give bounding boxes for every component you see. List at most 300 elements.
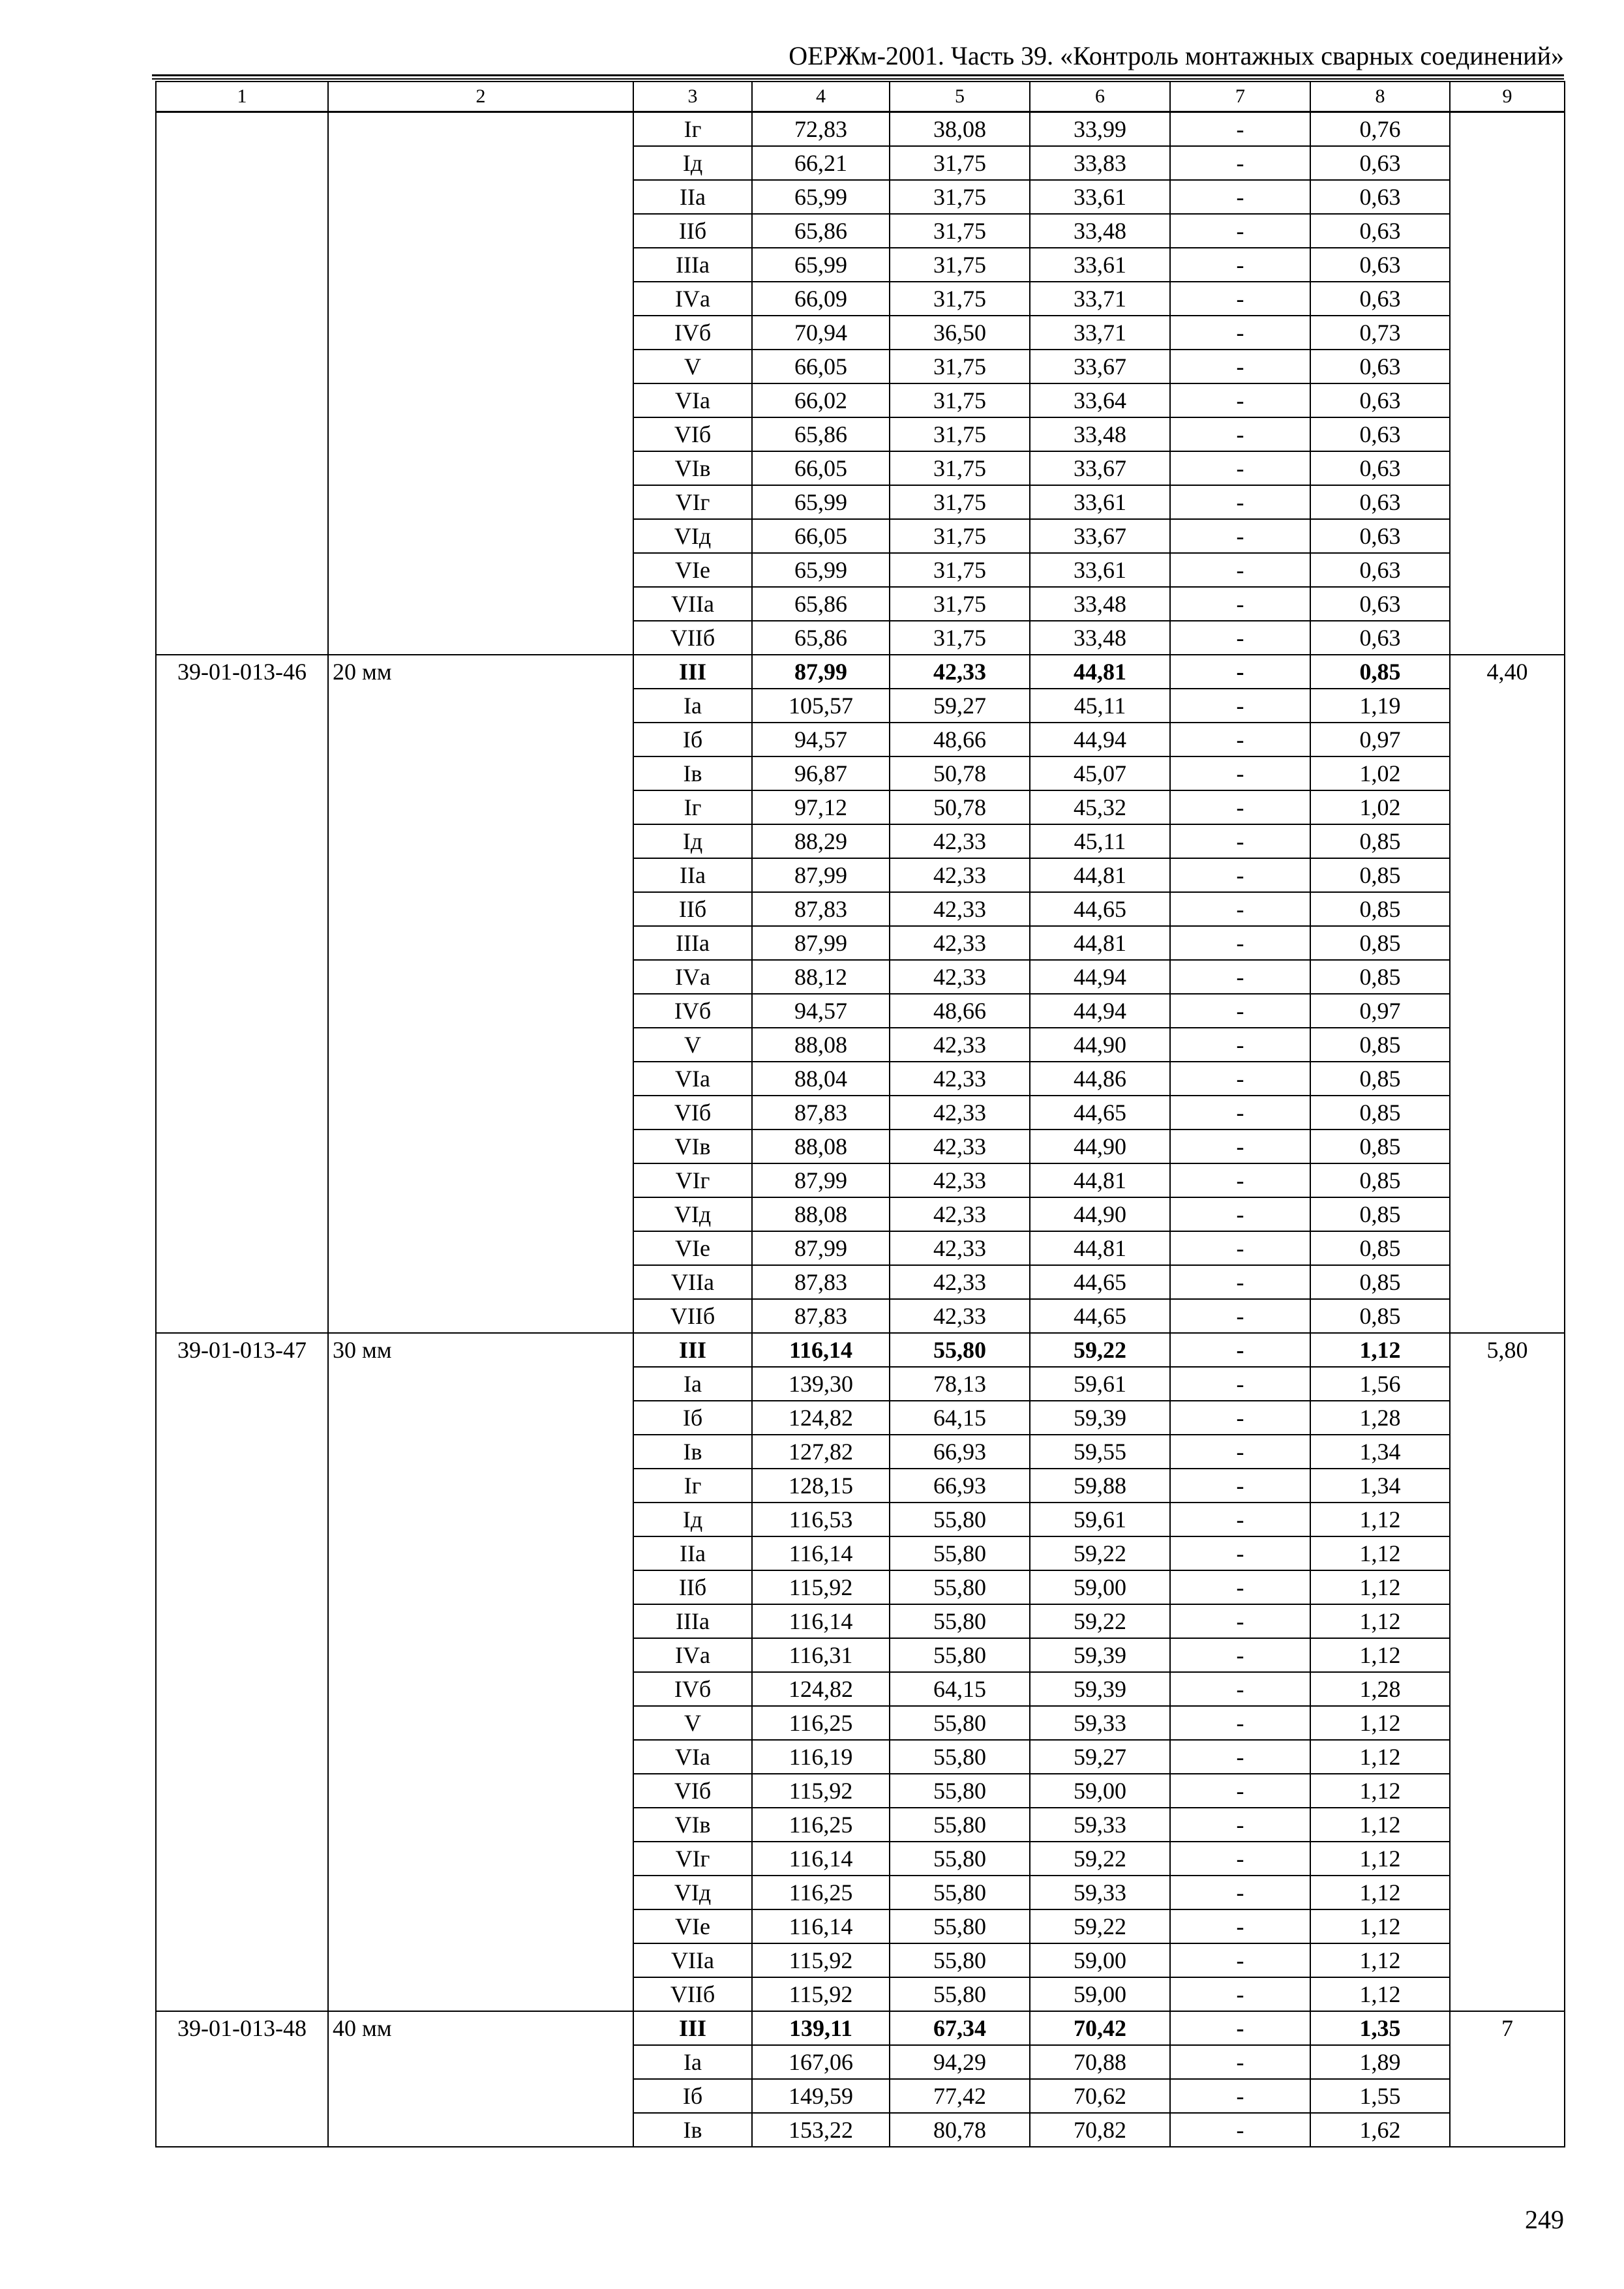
data-cell: VIв xyxy=(633,1130,752,1163)
data-cell: Iа xyxy=(633,689,752,723)
data-cell: 139,11 xyxy=(752,2011,890,2045)
rate-code: 39-01-013-46 xyxy=(156,655,328,1333)
data-cell: - xyxy=(1170,1163,1310,1197)
data-cell: 55,80 xyxy=(890,1808,1030,1842)
data-cell: Iб xyxy=(633,723,752,756)
data-cell: V xyxy=(633,1706,752,1740)
data-cell: 1,28 xyxy=(1310,1401,1450,1435)
data-cell: - xyxy=(1170,1977,1310,2011)
data-cell: 1,02 xyxy=(1310,756,1450,790)
data-cell: 1,12 xyxy=(1310,1740,1450,1774)
data-cell: 0,63 xyxy=(1310,248,1450,282)
data-cell: 87,83 xyxy=(752,1265,890,1299)
data-cell: 116,14 xyxy=(752,1604,890,1638)
data-cell: - xyxy=(1170,858,1310,892)
data-cell: VIв xyxy=(633,1808,752,1842)
data-cell: 65,99 xyxy=(752,485,890,519)
data-cell: 66,09 xyxy=(752,282,890,316)
table-row xyxy=(156,655,1565,689)
data-cell: 44,81 xyxy=(1030,858,1170,892)
data-cell: - xyxy=(1170,1367,1310,1401)
data-cell: 59,61 xyxy=(1030,1503,1170,1536)
data-cell: 33,83 xyxy=(1030,146,1170,180)
data-cell: 42,33 xyxy=(890,1265,1030,1299)
data-cell: 42,33 xyxy=(890,1028,1030,1062)
data-cell: 33,67 xyxy=(1030,350,1170,383)
data-cell: Iв xyxy=(633,756,752,790)
data-cell: 70,88 xyxy=(1030,2045,1170,2079)
data-cell: 0,73 xyxy=(1310,316,1450,350)
data-cell: - xyxy=(1170,723,1310,756)
data-cell: 66,05 xyxy=(752,519,890,553)
data-cell: III xyxy=(633,1333,752,1367)
data-cell: 44,81 xyxy=(1030,1231,1170,1265)
data-cell: 55,80 xyxy=(890,1638,1030,1672)
data-cell: 31,75 xyxy=(890,282,1030,316)
data-cell: 55,80 xyxy=(890,1876,1030,1909)
data-cell: 116,25 xyxy=(752,1876,890,1909)
data-cell: 1,89 xyxy=(1310,2045,1450,2079)
data-cell: VIIа xyxy=(633,1265,752,1299)
data-cell: VIе xyxy=(633,1909,752,1943)
column-number: 7 xyxy=(1170,82,1310,112)
data-cell: 1,12 xyxy=(1310,1876,1450,1909)
data-cell: - xyxy=(1170,892,1310,926)
data-cell: 1,62 xyxy=(1310,2113,1450,2147)
data-cell: 36,50 xyxy=(890,316,1030,350)
data-cell: 0,85 xyxy=(1310,960,1450,994)
data-cell: 0,85 xyxy=(1310,858,1450,892)
data-cell: 42,33 xyxy=(890,892,1030,926)
data-cell: 66,02 xyxy=(752,383,890,417)
data-cell: 59,33 xyxy=(1030,1706,1170,1740)
data-cell: 78,13 xyxy=(890,1367,1030,1401)
data-cell: 105,57 xyxy=(752,689,890,723)
data-cell: 115,92 xyxy=(752,1943,890,1977)
data-cell: 59,00 xyxy=(1030,1977,1170,2011)
data-cell: 115,92 xyxy=(752,1774,890,1808)
data-cell: 59,61 xyxy=(1030,1367,1170,1401)
size-cell xyxy=(328,112,633,655)
data-cell: - xyxy=(1170,1503,1310,1536)
data-cell: - xyxy=(1170,1672,1310,1706)
data-cell: - xyxy=(1170,2045,1310,2079)
column-number: 9 xyxy=(1450,82,1565,112)
data-cell: 115,92 xyxy=(752,1977,890,2011)
data-cell: 1,56 xyxy=(1310,1367,1450,1401)
data-cell: 128,15 xyxy=(752,1469,890,1503)
data-cell: IIа xyxy=(633,858,752,892)
data-cell: 0,85 xyxy=(1310,892,1450,926)
data-cell: VIIа xyxy=(633,1943,752,1977)
data-cell: 59,55 xyxy=(1030,1435,1170,1469)
data-cell: - xyxy=(1170,553,1310,587)
data-cell: 59,27 xyxy=(1030,1740,1170,1774)
data-cell: 31,75 xyxy=(890,383,1030,417)
data-cell: 80,78 xyxy=(890,2113,1030,2147)
data-cell: 44,94 xyxy=(1030,723,1170,756)
data-cell: 50,78 xyxy=(890,790,1030,824)
thickness: 20 мм xyxy=(328,655,633,1333)
data-cell: 87,83 xyxy=(752,1299,890,1333)
data-cell: 44,90 xyxy=(1030,1197,1170,1231)
data-cell: 44,81 xyxy=(1030,1163,1170,1197)
data-cell: 33,61 xyxy=(1030,485,1170,519)
data-cell: VIг xyxy=(633,1842,752,1876)
data-cell: - xyxy=(1170,350,1310,383)
data-cell: 0,63 xyxy=(1310,417,1450,451)
data-cell: - xyxy=(1170,383,1310,417)
data-cell: 42,33 xyxy=(890,1163,1030,1197)
data-cell: - xyxy=(1170,1469,1310,1503)
data-cell: 44,90 xyxy=(1030,1130,1170,1163)
data-cell: 1,12 xyxy=(1310,1706,1450,1740)
data-cell: VIа xyxy=(633,1740,752,1774)
table-row xyxy=(156,2011,1565,2045)
data-cell: IVа xyxy=(633,282,752,316)
data-cell: 55,80 xyxy=(890,1333,1030,1367)
data-cell: IIIа xyxy=(633,1604,752,1638)
data-cell: 31,75 xyxy=(890,214,1030,248)
data-cell: 116,14 xyxy=(752,1333,890,1367)
data-cell: VIб xyxy=(633,1774,752,1808)
data-cell: - xyxy=(1170,1706,1310,1740)
data-cell: 31,75 xyxy=(890,587,1030,621)
data-cell: - xyxy=(1170,1808,1310,1842)
data-cell: 55,80 xyxy=(890,1536,1030,1570)
data-cell: Iа xyxy=(633,2045,752,2079)
data-cell: 59,22 xyxy=(1030,1842,1170,1876)
data-cell: IVб xyxy=(633,316,752,350)
data-cell: IVа xyxy=(633,1638,752,1672)
data-cell: 124,82 xyxy=(752,1401,890,1435)
data-cell: 31,75 xyxy=(890,451,1030,485)
data-cell: 55,80 xyxy=(890,1740,1030,1774)
data-cell: IVб xyxy=(633,994,752,1028)
data-cell: 1,19 xyxy=(1310,689,1450,723)
data-cell: 0,63 xyxy=(1310,146,1450,180)
data-cell: VIе xyxy=(633,553,752,587)
data-cell: IIа xyxy=(633,180,752,214)
data-cell: 0,63 xyxy=(1310,282,1450,316)
data-cell: 97,12 xyxy=(752,790,890,824)
header-rule xyxy=(152,74,1564,80)
data-cell: 0,85 xyxy=(1310,1299,1450,1333)
data-cell: 94,57 xyxy=(752,723,890,756)
data-cell: - xyxy=(1170,1876,1310,1909)
data-cell: 116,14 xyxy=(752,1536,890,1570)
data-cell: 44,94 xyxy=(1030,994,1170,1028)
data-cell: 116,14 xyxy=(752,1842,890,1876)
data-cell: 87,83 xyxy=(752,1096,890,1130)
total-value: 7 xyxy=(1450,2011,1565,2147)
data-cell: 66,05 xyxy=(752,350,890,383)
data-cell: Iд xyxy=(633,1503,752,1536)
data-cell: 1,12 xyxy=(1310,1536,1450,1570)
data-cell: Iб xyxy=(633,2079,752,2113)
data-cell: 0,76 xyxy=(1310,112,1450,147)
data-cell: - xyxy=(1170,1096,1310,1130)
data-cell: 0,63 xyxy=(1310,214,1450,248)
data-cell: - xyxy=(1170,1604,1310,1638)
data-cell: - xyxy=(1170,689,1310,723)
data-cell: 65,86 xyxy=(752,417,890,451)
data-cell: IVб xyxy=(633,1672,752,1706)
data-cell: 48,66 xyxy=(890,994,1030,1028)
data-cell: 88,08 xyxy=(752,1028,890,1062)
data-cell: - xyxy=(1170,1265,1310,1299)
data-cell: - xyxy=(1170,1197,1310,1231)
data-cell: - xyxy=(1170,824,1310,858)
data-cell: 1,12 xyxy=(1310,1842,1450,1876)
data-cell: 153,22 xyxy=(752,2113,890,2147)
total-value: 4,40 xyxy=(1450,655,1565,1333)
data-cell: 1,35 xyxy=(1310,2011,1450,2045)
data-cell: 116,53 xyxy=(752,1503,890,1536)
data-cell: 42,33 xyxy=(890,926,1030,960)
data-cell: 1,12 xyxy=(1310,1638,1450,1672)
data-cell: 0,97 xyxy=(1310,994,1450,1028)
data-cell: 87,83 xyxy=(752,892,890,926)
data-cell: - xyxy=(1170,2079,1310,2113)
data-cell: 0,63 xyxy=(1310,180,1450,214)
data-cell: 149,59 xyxy=(752,2079,890,2113)
data-cell: - xyxy=(1170,587,1310,621)
data-cell: 33,99 xyxy=(1030,112,1170,147)
data-cell: 59,00 xyxy=(1030,1774,1170,1808)
data-cell: 55,80 xyxy=(890,1977,1030,2011)
data-cell: 65,99 xyxy=(752,180,890,214)
data-cell: 0,85 xyxy=(1310,1062,1450,1096)
column-number: 8 xyxy=(1310,82,1450,112)
data-cell: - xyxy=(1170,2011,1310,2045)
data-cell: 33,48 xyxy=(1030,214,1170,248)
data-cell: 55,80 xyxy=(890,1503,1030,1536)
data-cell: 65,99 xyxy=(752,553,890,587)
data-cell: Iг xyxy=(633,112,752,147)
data-cell: 1,12 xyxy=(1310,1604,1450,1638)
data-cell: - xyxy=(1170,1231,1310,1265)
data-cell: - xyxy=(1170,1333,1310,1367)
data-cell: 0,63 xyxy=(1310,485,1450,519)
data-cell: - xyxy=(1170,1570,1310,1604)
data-cell: - xyxy=(1170,621,1310,655)
data-cell: - xyxy=(1170,1774,1310,1808)
data-cell: 59,33 xyxy=(1030,1876,1170,1909)
data-cell: 116,19 xyxy=(752,1740,890,1774)
data-cell: VIа xyxy=(633,1062,752,1096)
data-cell: 94,29 xyxy=(890,2045,1030,2079)
data-cell: VIб xyxy=(633,417,752,451)
data-cell: 88,12 xyxy=(752,960,890,994)
data-cell: IIа xyxy=(633,1536,752,1570)
data-cell: Iв xyxy=(633,2113,752,2147)
data-cell: 44,90 xyxy=(1030,1028,1170,1062)
data-cell: 0,85 xyxy=(1310,1231,1450,1265)
data-cell: 42,33 xyxy=(890,1231,1030,1265)
data-cell: 1,28 xyxy=(1310,1672,1450,1706)
data-cell: 0,63 xyxy=(1310,621,1450,655)
data-cell: - xyxy=(1170,1842,1310,1876)
table-row xyxy=(156,1333,1565,1367)
data-cell: 44,65 xyxy=(1030,1299,1170,1333)
data-cell: 1,12 xyxy=(1310,1333,1450,1367)
data-cell: - xyxy=(1170,790,1310,824)
data-cell: 70,62 xyxy=(1030,2079,1170,2113)
data-cell: 33,48 xyxy=(1030,621,1170,655)
data-cell: V xyxy=(633,1028,752,1062)
data-cell: 167,06 xyxy=(752,2045,890,2079)
data-cell: 0,85 xyxy=(1310,1163,1450,1197)
data-cell: 44,65 xyxy=(1030,1265,1170,1299)
data-cell: VIе xyxy=(633,1231,752,1265)
data-cell: 0,85 xyxy=(1310,824,1450,858)
data-cell: VIб xyxy=(633,1096,752,1130)
column-number: 4 xyxy=(752,82,890,112)
data-cell: - xyxy=(1170,1028,1310,1062)
data-cell: IIIа xyxy=(633,248,752,282)
data-cell: 42,33 xyxy=(890,824,1030,858)
data-cell: 124,82 xyxy=(752,1672,890,1706)
data-cell: - xyxy=(1170,417,1310,451)
data-cell: 55,80 xyxy=(890,1570,1030,1604)
data-cell: 31,75 xyxy=(890,350,1030,383)
data-cell: 31,75 xyxy=(890,248,1030,282)
data-cell: - xyxy=(1170,519,1310,553)
data-cell: - xyxy=(1170,451,1310,485)
data-cell: 0,63 xyxy=(1310,553,1450,587)
data-cell: 42,33 xyxy=(890,1197,1030,1231)
data-cell: Iд xyxy=(633,824,752,858)
data-cell: 42,33 xyxy=(890,1130,1030,1163)
data-cell: 59,39 xyxy=(1030,1638,1170,1672)
thickness: 30 мм xyxy=(328,1333,633,2011)
data-cell: 42,33 xyxy=(890,858,1030,892)
data-cell: 31,75 xyxy=(890,180,1030,214)
data-cell: 64,15 xyxy=(890,1672,1030,1706)
column-number-row xyxy=(156,82,1565,112)
data-cell: 33,61 xyxy=(1030,180,1170,214)
data-cell: 87,99 xyxy=(752,1231,890,1265)
data-cell: - xyxy=(1170,1536,1310,1570)
data-cell: 59,39 xyxy=(1030,1672,1170,1706)
data-cell: 127,82 xyxy=(752,1435,890,1469)
data-cell: 0,63 xyxy=(1310,383,1450,417)
data-cell: Iа xyxy=(633,1367,752,1401)
data-cell: 1,12 xyxy=(1310,1774,1450,1808)
data-cell: 66,93 xyxy=(890,1435,1030,1469)
data-cell: 1,34 xyxy=(1310,1435,1450,1469)
data-cell: - xyxy=(1170,485,1310,519)
data-cell: 0,85 xyxy=(1310,926,1450,960)
data-cell: 70,42 xyxy=(1030,2011,1170,2045)
data-cell: 70,94 xyxy=(752,316,890,350)
data-cell: 31,75 xyxy=(890,519,1030,553)
data-cell: 31,75 xyxy=(890,417,1030,451)
data-cell: 33,48 xyxy=(1030,417,1170,451)
data-cell: 42,33 xyxy=(890,1062,1030,1096)
data-cell: 88,08 xyxy=(752,1130,890,1163)
data-cell: 94,57 xyxy=(752,994,890,1028)
data-cell: 31,75 xyxy=(890,621,1030,655)
data-cell: 65,86 xyxy=(752,621,890,655)
data-cell: 45,07 xyxy=(1030,756,1170,790)
data-cell: 0,63 xyxy=(1310,451,1450,485)
data-cell: - xyxy=(1170,655,1310,689)
page-number: 249 xyxy=(1525,2205,1564,2234)
running-header: ОЕРЖм-2001. Часть 39. «Контроль монтажных сварных соединений» xyxy=(789,41,1564,70)
data-cell: VIа xyxy=(633,383,752,417)
data-cell: VIIб xyxy=(633,1299,752,1333)
data-cell: 67,34 xyxy=(890,2011,1030,2045)
data-cell: 59,22 xyxy=(1030,1536,1170,1570)
data-cell: 48,66 xyxy=(890,723,1030,756)
data-cell: - xyxy=(1170,994,1310,1028)
data-cell: 42,33 xyxy=(890,960,1030,994)
data-cell: 1,12 xyxy=(1310,1808,1450,1842)
data-cell: - xyxy=(1170,1435,1310,1469)
data-cell: VIIа xyxy=(633,587,752,621)
data-cell: 1,55 xyxy=(1310,2079,1450,2113)
data-cell: 115,92 xyxy=(752,1570,890,1604)
data-cell: 42,33 xyxy=(890,1299,1030,1333)
data-cell: 55,80 xyxy=(890,1604,1030,1638)
data-cell: 44,94 xyxy=(1030,960,1170,994)
data-cell: 59,27 xyxy=(890,689,1030,723)
data-cell: 33,48 xyxy=(1030,587,1170,621)
data-cell: 38,08 xyxy=(890,112,1030,147)
data-cell: - xyxy=(1170,248,1310,282)
data-cell: Iг xyxy=(633,790,752,824)
data-cell: - xyxy=(1170,112,1310,147)
data-cell: 44,65 xyxy=(1030,1096,1170,1130)
data-cell: 44,65 xyxy=(1030,892,1170,926)
data-cell: 0,63 xyxy=(1310,350,1450,383)
data-cell: 44,81 xyxy=(1030,926,1170,960)
data-cell: 45,11 xyxy=(1030,689,1170,723)
data-cell: 59,33 xyxy=(1030,1808,1170,1842)
data-cell: 33,67 xyxy=(1030,519,1170,553)
rate-code: 39-01-013-48 xyxy=(156,2011,328,2147)
rate-code: 39-01-013-47 xyxy=(156,1333,328,2011)
data-cell: 77,42 xyxy=(890,2079,1030,2113)
data-cell: 0,85 xyxy=(1310,1130,1450,1163)
data-cell: 55,80 xyxy=(890,1943,1030,1977)
data-cell: 59,00 xyxy=(1030,1570,1170,1604)
data-cell: - xyxy=(1170,1740,1310,1774)
data-cell: V xyxy=(633,350,752,383)
data-cell: 116,25 xyxy=(752,1808,890,1842)
data-cell: 42,33 xyxy=(890,1096,1030,1130)
data-cell: 88,08 xyxy=(752,1197,890,1231)
data-cell: 139,30 xyxy=(752,1367,890,1401)
data-cell: - xyxy=(1170,1401,1310,1435)
data-cell: 0,63 xyxy=(1310,587,1450,621)
data-cell: III xyxy=(633,2011,752,2045)
data-cell: 116,31 xyxy=(752,1638,890,1672)
data-cell: 1,12 xyxy=(1310,1503,1450,1536)
data-cell: 87,99 xyxy=(752,655,890,689)
data-cell: - xyxy=(1170,960,1310,994)
code-cell xyxy=(156,112,328,655)
column-number: 2 xyxy=(328,82,633,112)
column-number: 5 xyxy=(890,82,1030,112)
thickness: 40 мм xyxy=(328,2011,633,2147)
data-cell: 44,86 xyxy=(1030,1062,1170,1096)
total-value: 5,80 xyxy=(1450,1333,1565,2011)
data-cell: 55,80 xyxy=(890,1706,1030,1740)
data-cell: 0,85 xyxy=(1310,1197,1450,1231)
